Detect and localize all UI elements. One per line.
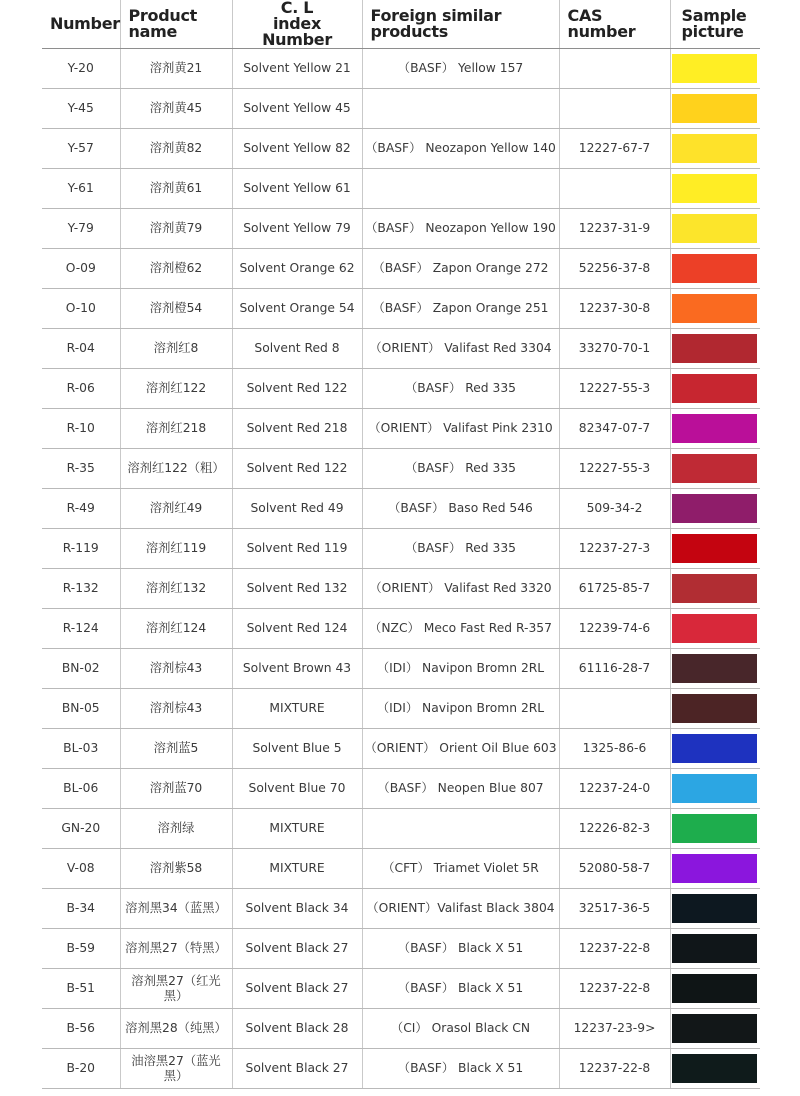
cell-number: GN-20	[42, 809, 120, 849]
cell-foreign-similar: （CFT） Triamet Violet 5R	[362, 849, 559, 889]
cell-cas-number: 12237-24-0	[559, 769, 670, 809]
cell-number: R-49	[42, 489, 120, 529]
cell-product-name: 溶剂黄21	[120, 49, 232, 89]
table-row	[42, 1009, 760, 1049]
cell-product-name: 溶剂橙54	[120, 289, 232, 329]
color-swatch	[672, 934, 757, 963]
cell-ci-index: Solvent Brown 43	[232, 649, 362, 689]
cell-foreign-similar: （ORIENT） Orient Oil Blue 603	[362, 729, 559, 769]
cell-ci-index: Solvent Yellow 79	[232, 209, 362, 249]
cell-cas-number	[559, 49, 670, 89]
cell-number: Y-20	[42, 49, 120, 89]
table-row	[42, 689, 760, 729]
cell-number: R-119	[42, 529, 120, 569]
cell-product-name: 溶剂红132	[120, 569, 232, 609]
header-cas-number: CAS number	[559, 0, 670, 49]
cell-product-name: 溶剂黑28（纯黑）	[120, 1009, 232, 1049]
cell-sample-picture	[670, 489, 760, 529]
cell-cas-number: 12227-55-3	[559, 449, 670, 489]
cell-foreign-similar: （ORIENT）Valifast Black 3804	[362, 889, 559, 929]
cell-number: O-09	[42, 249, 120, 289]
cell-sample-picture	[670, 849, 760, 889]
table-row	[42, 769, 760, 809]
color-swatch	[672, 854, 757, 883]
cell-product-name: 油溶黑27（蓝光黑）	[120, 1049, 232, 1089]
cell-foreign-similar: （NZC） Meco Fast Red R-357	[362, 609, 559, 649]
cell-product-name: 溶剂红122（粗）	[120, 449, 232, 489]
cell-product-name: 溶剂棕43	[120, 649, 232, 689]
cell-ci-index: Solvent Yellow 45	[232, 89, 362, 129]
cell-sample-picture	[670, 809, 760, 849]
color-swatch	[672, 614, 757, 643]
cell-ci-index: Solvent Black 28	[232, 1009, 362, 1049]
cell-number: B-34	[42, 889, 120, 929]
cell-ci-index: Solvent Red 132	[232, 569, 362, 609]
cell-number: Y-79	[42, 209, 120, 249]
cell-foreign-similar: （CI） Orasol Black CN	[362, 1009, 559, 1049]
table-row	[42, 89, 760, 129]
cell-sample-picture	[670, 209, 760, 249]
cell-cas-number: 12227-55-3	[559, 369, 670, 409]
cell-number: B-20	[42, 1049, 120, 1089]
color-swatch	[672, 694, 757, 723]
cell-product-name: 溶剂蓝5	[120, 729, 232, 769]
table-row	[42, 489, 760, 529]
color-swatch	[672, 454, 757, 483]
cell-ci-index: Solvent Orange 62	[232, 249, 362, 289]
color-swatch	[672, 654, 757, 683]
cell-number: R-132	[42, 569, 120, 609]
cell-ci-index: Solvent Red 119	[232, 529, 362, 569]
color-swatch	[672, 494, 757, 523]
cell-product-name: 溶剂红8	[120, 329, 232, 369]
table-row	[42, 609, 760, 649]
cell-cas-number: 52080-58-7	[559, 849, 670, 889]
cell-product-name: 溶剂绿	[120, 809, 232, 849]
color-swatch	[672, 374, 757, 403]
cell-sample-picture	[670, 89, 760, 129]
color-swatch	[672, 1054, 757, 1083]
header-number: Number	[42, 0, 120, 49]
cell-sample-picture	[670, 569, 760, 609]
cell-foreign-similar	[362, 169, 559, 209]
cell-product-name: 溶剂黑27（特黑）	[120, 929, 232, 969]
color-swatch	[672, 774, 757, 803]
cell-sample-picture	[670, 929, 760, 969]
cell-number: O-10	[42, 289, 120, 329]
cell-sample-picture	[670, 289, 760, 329]
solvent-dye-product-table	[42, 0, 760, 1089]
cell-product-name: 溶剂黑27（红光黑）	[120, 969, 232, 1009]
product-table-container	[42, 0, 760, 1089]
color-swatch	[672, 734, 757, 763]
cell-ci-index: Solvent Black 27	[232, 1049, 362, 1089]
cell-ci-index: MIXTURE	[232, 849, 362, 889]
cell-ci-index: Solvent Yellow 21	[232, 49, 362, 89]
table-row	[42, 409, 760, 449]
table-row	[42, 849, 760, 889]
header-product-name: Product name	[120, 0, 232, 49]
color-swatch	[672, 334, 757, 363]
color-swatch	[672, 574, 757, 603]
cell-number: Y-61	[42, 169, 120, 209]
cell-cas-number: 61116-28-7	[559, 649, 670, 689]
color-swatch	[672, 294, 757, 323]
table-row	[42, 1049, 760, 1089]
cell-foreign-similar: （BASF） Neozapon Yellow 140	[362, 129, 559, 169]
header-row	[42, 0, 760, 49]
cell-cas-number: 12226-82-3	[559, 809, 670, 849]
cell-cas-number	[559, 689, 670, 729]
color-swatch	[672, 174, 757, 203]
cell-cas-number	[559, 169, 670, 209]
color-swatch	[672, 1014, 757, 1043]
table-row	[42, 49, 760, 89]
color-swatch	[672, 54, 757, 83]
cell-sample-picture	[670, 769, 760, 809]
cell-number: B-56	[42, 1009, 120, 1049]
cell-sample-picture	[670, 169, 760, 209]
cell-ci-index: Solvent Red 122	[232, 449, 362, 489]
cell-foreign-similar: （BASF） Red 335	[362, 449, 559, 489]
cell-ci-index: Solvent Blue 70	[232, 769, 362, 809]
cell-sample-picture	[670, 689, 760, 729]
table-row	[42, 809, 760, 849]
cell-sample-picture	[670, 329, 760, 369]
cell-sample-picture	[670, 1049, 760, 1089]
cell-foreign-similar: （BASF） Black X 51	[362, 1049, 559, 1089]
cell-ci-index: Solvent Orange 54	[232, 289, 362, 329]
cell-foreign-similar: （BASF） Black X 51	[362, 969, 559, 1009]
cell-foreign-similar: （BASF） Baso Red 546	[362, 489, 559, 529]
table-row	[42, 649, 760, 689]
cell-foreign-similar: （BASF） Yellow 157	[362, 49, 559, 89]
cell-number: B-51	[42, 969, 120, 1009]
cell-number: R-124	[42, 609, 120, 649]
cell-cas-number: 12227-67-7	[559, 129, 670, 169]
cell-foreign-similar: （BASF） Neozapon Yellow 190	[362, 209, 559, 249]
cell-ci-index: Solvent Red 8	[232, 329, 362, 369]
color-swatch	[672, 134, 757, 163]
cell-ci-index: MIXTURE	[232, 689, 362, 729]
cell-cas-number: 33270-70-1	[559, 329, 670, 369]
cell-product-name: 溶剂红218	[120, 409, 232, 449]
table-row	[42, 289, 760, 329]
table-row	[42, 249, 760, 289]
cell-sample-picture	[670, 129, 760, 169]
cell-ci-index: Solvent Black 34	[232, 889, 362, 929]
cell-product-name: 溶剂橙62	[120, 249, 232, 289]
cell-sample-picture	[670, 1009, 760, 1049]
cell-cas-number	[559, 89, 670, 129]
cell-sample-picture	[670, 249, 760, 289]
cell-product-name: 溶剂紫58	[120, 849, 232, 889]
cell-foreign-similar: （BASF） Neopen Blue 807	[362, 769, 559, 809]
table-row	[42, 529, 760, 569]
cell-product-name: 溶剂蓝70	[120, 769, 232, 809]
color-swatch	[672, 894, 757, 923]
cell-product-name: 溶剂黄82	[120, 129, 232, 169]
cell-sample-picture	[670, 449, 760, 489]
cell-cas-number: 1325-86-6	[559, 729, 670, 769]
cell-sample-picture	[670, 969, 760, 1009]
cell-ci-index: Solvent Red 49	[232, 489, 362, 529]
color-swatch	[672, 974, 757, 1003]
cell-ci-index: Solvent Red 124	[232, 609, 362, 649]
cell-foreign-similar	[362, 809, 559, 849]
cell-ci-index: Solvent Red 122	[232, 369, 362, 409]
cell-foreign-similar: （BASF） Zapon Orange 272	[362, 249, 559, 289]
cell-number: BL-06	[42, 769, 120, 809]
cell-sample-picture	[670, 409, 760, 449]
cell-foreign-similar: （IDI） Navipon Bromn 2RL	[362, 649, 559, 689]
color-swatch	[672, 414, 757, 443]
color-swatch	[672, 94, 757, 123]
table-row	[42, 129, 760, 169]
cell-number: V-08	[42, 849, 120, 889]
cell-foreign-similar	[362, 89, 559, 129]
cell-foreign-similar: （ORIENT） Valifast Red 3320	[362, 569, 559, 609]
table-row	[42, 729, 760, 769]
cell-sample-picture	[670, 889, 760, 929]
cell-sample-picture	[670, 729, 760, 769]
cell-cas-number: 509-34-2	[559, 489, 670, 529]
table-header	[42, 0, 760, 49]
cell-foreign-similar: （ORIENT） Valifast Red 3304	[362, 329, 559, 369]
cell-cas-number: 32517-36-5	[559, 889, 670, 929]
header-foreign-similar: Foreign similar products	[362, 0, 559, 49]
cell-foreign-similar: （IDI） Navipon Bromn 2RL	[362, 689, 559, 729]
cell-ci-index: Solvent Yellow 61	[232, 169, 362, 209]
cell-cas-number: 12239-74-6	[559, 609, 670, 649]
cell-product-name: 溶剂棕43	[120, 689, 232, 729]
cell-cas-number: 12237-22-8	[559, 929, 670, 969]
cell-product-name: 溶剂红122	[120, 369, 232, 409]
cell-foreign-similar: （BASF） Red 335	[362, 529, 559, 569]
cell-product-name: 溶剂红49	[120, 489, 232, 529]
cell-ci-index: MIXTURE	[232, 809, 362, 849]
cell-number: R-04	[42, 329, 120, 369]
table-body	[42, 49, 760, 1089]
cell-ci-index: Solvent Black 27	[232, 969, 362, 1009]
cell-product-name: 溶剂红124	[120, 609, 232, 649]
cell-cas-number: 12237-22-8	[559, 969, 670, 1009]
header-sample-picture: Sample picture	[670, 0, 760, 49]
color-swatch	[672, 214, 757, 243]
cell-number: Y-57	[42, 129, 120, 169]
cell-ci-index: Solvent Red 218	[232, 409, 362, 449]
cell-number: BN-05	[42, 689, 120, 729]
table-row	[42, 169, 760, 209]
cell-foreign-similar: （BASF） Zapon Orange 251	[362, 289, 559, 329]
table-row	[42, 369, 760, 409]
cell-number: BL-03	[42, 729, 120, 769]
cell-cas-number: 61725-85-7	[559, 569, 670, 609]
cell-cas-number: 82347-07-7	[559, 409, 670, 449]
cell-cas-number: 12237-22-8	[559, 1049, 670, 1089]
cell-cas-number: 12237-31-9	[559, 209, 670, 249]
cell-product-name: 溶剂黄45	[120, 89, 232, 129]
cell-foreign-similar: （ORIENT） Valifast Pink 2310	[362, 409, 559, 449]
cell-cas-number: 12237-30-8	[559, 289, 670, 329]
table-row	[42, 569, 760, 609]
cell-sample-picture	[670, 529, 760, 569]
cell-sample-picture	[670, 609, 760, 649]
cell-product-name: 溶剂黑34（蓝黑）	[120, 889, 232, 929]
cell-cas-number: 12237-23-9>	[559, 1009, 670, 1049]
cell-foreign-similar: （BASF） Red 335	[362, 369, 559, 409]
cell-ci-index: Solvent Yellow 82	[232, 129, 362, 169]
table-row	[42, 929, 760, 969]
table-row	[42, 209, 760, 249]
cell-ci-index: Solvent Blue 5	[232, 729, 362, 769]
color-swatch	[672, 254, 757, 283]
header-ci-index: C. L index Number	[232, 0, 362, 49]
table-row	[42, 329, 760, 369]
cell-number: R-10	[42, 409, 120, 449]
table-row	[42, 889, 760, 929]
cell-cas-number: 12237-27-3	[559, 529, 670, 569]
cell-number: B-59	[42, 929, 120, 969]
cell-number: R-06	[42, 369, 120, 409]
cell-ci-index: Solvent Black 27	[232, 929, 362, 969]
cell-foreign-similar: （BASF） Black X 51	[362, 929, 559, 969]
color-swatch	[672, 814, 757, 843]
cell-product-name: 溶剂黄79	[120, 209, 232, 249]
table-row	[42, 969, 760, 1009]
cell-number: BN-02	[42, 649, 120, 689]
cell-sample-picture	[670, 49, 760, 89]
cell-product-name: 溶剂黄61	[120, 169, 232, 209]
cell-number: Y-45	[42, 89, 120, 129]
cell-number: R-35	[42, 449, 120, 489]
cell-cas-number: 52256-37-8	[559, 249, 670, 289]
table-row	[42, 449, 760, 489]
cell-product-name: 溶剂红119	[120, 529, 232, 569]
cell-sample-picture	[670, 649, 760, 689]
cell-sample-picture	[670, 369, 760, 409]
color-swatch	[672, 534, 757, 563]
